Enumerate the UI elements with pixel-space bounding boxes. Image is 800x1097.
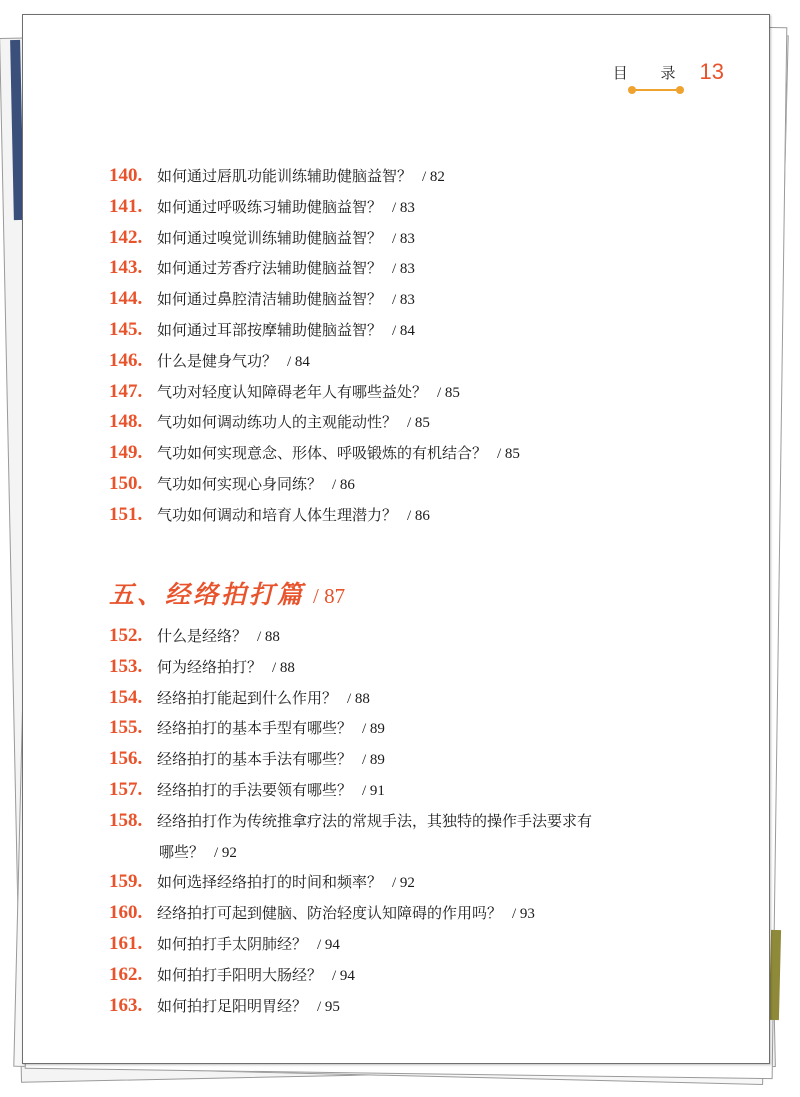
toc-item[interactable]: 159. 如何选择经络拍打的时间和频率？ / 92 bbox=[109, 871, 415, 893]
toc-list-group1 bbox=[109, 165, 520, 535]
toc-item[interactable]: 152. 什么是经络？ / 88 bbox=[109, 625, 280, 646]
toc-item[interactable]: 150. 气功如何实现心身同练？ / 86 bbox=[109, 472, 355, 494]
toc-item[interactable]: 151. 气功如何调动和培育人体生理潜力？ / 86 bbox=[109, 503, 430, 525]
toc-item-continuation[interactable]: 哪些？ / 92 bbox=[159, 842, 237, 861]
toc-list-group2 bbox=[109, 625, 592, 1025]
header-underline bbox=[635, 89, 679, 91]
toc-item[interactable]: 158. 经络拍打作为传统推拿疗法的常规手法，其独特的操作手法要求有 bbox=[109, 809, 593, 831]
toc-item[interactable]: 161. 如何拍打手太阴肺经？ / 94 bbox=[109, 932, 340, 954]
toc-item[interactable]: 157. 经络拍打的手法要领有哪些？ / 91 bbox=[109, 778, 385, 800]
header-dot bbox=[628, 86, 636, 94]
toc-item[interactable]: 140. 如何通过唇肌功能训练辅助健脑益智？ / 82 bbox=[109, 165, 445, 186]
toc-item[interactable]: 141. 如何通过呼吸练习辅助健脑益智？ / 83 bbox=[109, 195, 415, 217]
toc-item[interactable]: 145. 如何通过耳部按摩辅助健脑益智？ / 84 bbox=[109, 318, 415, 340]
toc-item[interactable]: 143. 如何通过芳香疗法辅助健脑益智？ / 83 bbox=[109, 257, 415, 279]
toc-item[interactable]: 147. 气功对轻度认知障碍老年人有哪些益处？ / 85 bbox=[109, 380, 460, 402]
toc-item[interactable]: 155. 经络拍打的基本手型有哪些？ / 89 bbox=[109, 717, 385, 739]
section-page: / 87 bbox=[313, 584, 346, 608]
toc-item[interactable]: 156. 经络拍打的基本手法有哪些？ / 89 bbox=[109, 748, 385, 770]
toc-item[interactable]: 142. 如何通过嗅觉训练辅助健脑益智？ / 83 bbox=[109, 226, 415, 248]
toc-item[interactable]: 146. 什么是健身气功？ / 84 bbox=[109, 349, 310, 371]
toc-item[interactable]: 162. 如何拍打手阳明大肠经？ / 94 bbox=[109, 963, 355, 985]
book-edge-olive bbox=[769, 930, 781, 1020]
section-heading[interactable] bbox=[109, 575, 345, 611]
toc-item[interactable]: 148. 气功如何调动练功人的主观能动性？ / 85 bbox=[109, 411, 430, 433]
toc-item[interactable]: 163. 如何拍打足阳明胃经？ / 95 bbox=[109, 994, 340, 1016]
page-number: 13 bbox=[699, 59, 724, 84]
page-header bbox=[613, 59, 724, 85]
toc-item[interactable]: 160. 经络拍打可起到健脑、防治轻度认知障碍的作用吗？ / 93 bbox=[109, 902, 535, 924]
toc-page bbox=[22, 14, 770, 1064]
toc-item[interactable]: 154. 经络拍打能起到什么作用？ / 88 bbox=[109, 686, 370, 708]
header-title: 目 录 bbox=[612, 63, 690, 82]
toc-item[interactable]: 153. 何为经络拍打？ / 88 bbox=[109, 655, 295, 677]
section-title: 五、经络拍打篇 bbox=[109, 580, 306, 609]
toc-item[interactable]: 149. 气功如何实现意念、形体、呼吸锻炼的有机结合？ / 85 bbox=[109, 442, 520, 464]
header-dot bbox=[676, 86, 684, 94]
toc-item[interactable]: 144. 如何通过鼻腔清洁辅助健脑益智？ / 83 bbox=[109, 288, 415, 310]
